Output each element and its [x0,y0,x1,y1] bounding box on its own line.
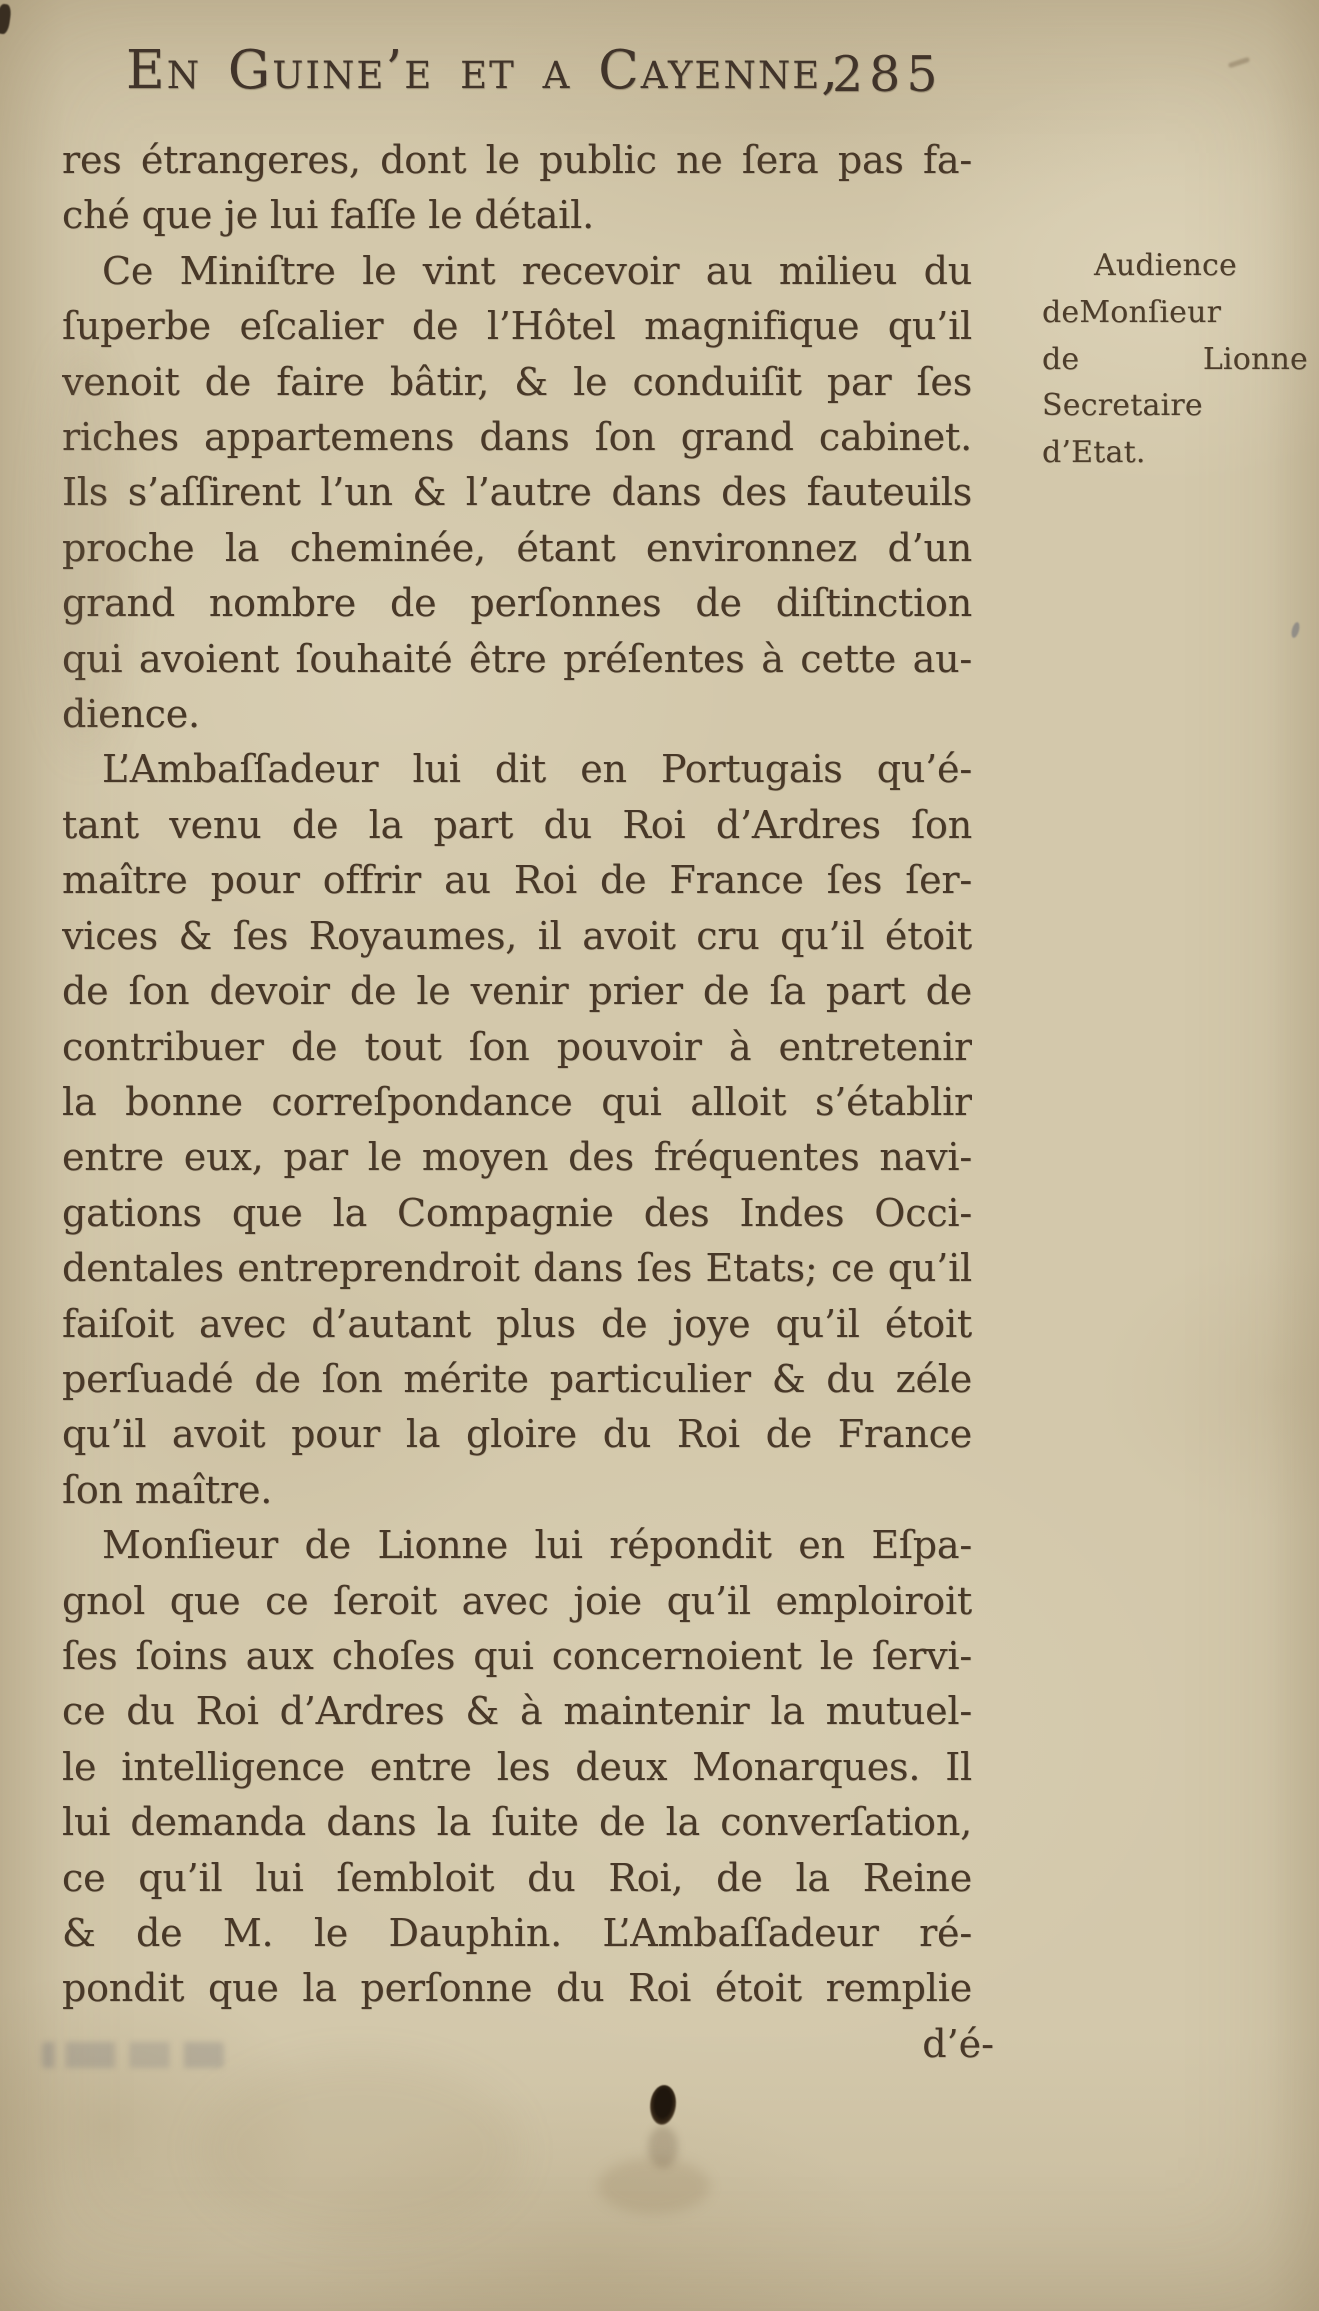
text-line: entre eux, par le moyen des fréquentes navi- [62,1135,972,1180]
text-line: perſuadé de ſon mérite particulier & du zéle [62,1356,972,1401]
text-line: faiſoit avec d’autant plus de joye qu’il étoit [62,1301,972,1346]
text-line: & de M. le Dauphin. L’Ambaſſadeur ré- [62,1911,972,1955]
text-line: vices & ſes Royaumes, il avoit cru qu’il étoit [62,913,972,958]
ink-smudge [598,2158,710,2214]
text-line: L’Ambaſſadeur lui dit en Portugais qu’é- [102,747,972,792]
right-edge-speck [1290,621,1301,638]
ink-blot-tail [648,2126,678,2168]
text-line: res étrangeres, dont le public ne ſera pas fa- [62,138,972,182]
running-title: En Guine’e et a Cayenne, [126,40,841,101]
text-line: qu’il avoit pour la gloire du Roi de France [62,1412,972,1457]
text-line: la bonne correſpondance qui alloit s’établir [62,1079,972,1124]
text-line: dentales entreprendroit dans ſes Etats; ce qu’il [62,1246,972,1291]
text-line: gations que la Compagnie des Indes Occi- [62,1190,972,1235]
text-line: ſuperbe eſcalier de l’Hôtel magnifique qu’il [62,304,972,349]
text-line: dience. [62,692,200,737]
text-line: venoit de faire bâtir, & le conduiſit par ſes [62,359,972,404]
text-line: pondit que la perſonne du Roi étoit remplie [62,1966,972,2011]
ink-blot [648,2084,678,2126]
catchword: d’é- [922,2022,994,2066]
text-line: le intelligence entre les deux Monarques. Il [62,1744,972,1789]
text-line: ché que je lui faſſe le détail. [62,193,594,238]
corner-ink-mark [0,3,12,35]
text-block [62,133,972,2017]
text-line: ce qu’il lui ſembloit du Roi, de la Reine [62,1855,972,1900]
catchword-row [62,2017,994,2072]
text-line: ſon maître. [62,1467,273,1512]
margin-note-line: d’Etat. [1042,435,1146,471]
text-line: ſes ſoins aux choſes qui concernoient le ſervi- [62,1633,972,1678]
paper-stain [200,2060,520,2240]
text-line: lui demanda dans la ſuite de la converſation, [62,1800,972,1845]
text-line: de ſon devoir de le venir prier de ſa part de [62,969,972,1014]
text-line: ce du Roi d’Ardres & à maintenir la mutuel- [62,1689,972,1734]
margin-note [1042,243,1308,477]
margin-note-line: Secretaire [1042,388,1203,424]
page-number: 285 [832,46,944,103]
top-right-pen-dash [1228,57,1250,69]
text-line: Monſieur de Lionne lui répondit en Eſpa- [102,1523,972,1568]
text-line: proche la cheminée, étant environnez d’un [62,525,972,570]
text-line: tant venu de la part du Roi d’Ardres ſon [62,802,972,847]
text-line: gnol que ce ſeroit avec joie qu’il emploiroit [62,1578,972,1623]
text-line: contribuer de tout ſon pouvoir à entretenir [62,1024,972,1069]
text-line: grand nombre de perſonnes de diſtinction [62,581,972,626]
margin-note-line: deMonſieur [1042,294,1222,330]
text-line: qui avoient ſouhaité être préſentes à cette au- [62,636,972,681]
margin-note-line: de Lionne [1042,341,1308,377]
text-line: Ce Miniſtre le vint recevoir au milieu du [102,248,972,293]
margin-note-line: Audience [1094,248,1238,283]
text-line: Ils s’aſſirent l’un & l’autre dans des fauteuils [62,470,972,515]
text-line: riches appartemens dans ſon grand cabinet. [62,415,972,460]
text-line: maître pour offrir au Roi de France ſes ſer- [62,858,972,903]
